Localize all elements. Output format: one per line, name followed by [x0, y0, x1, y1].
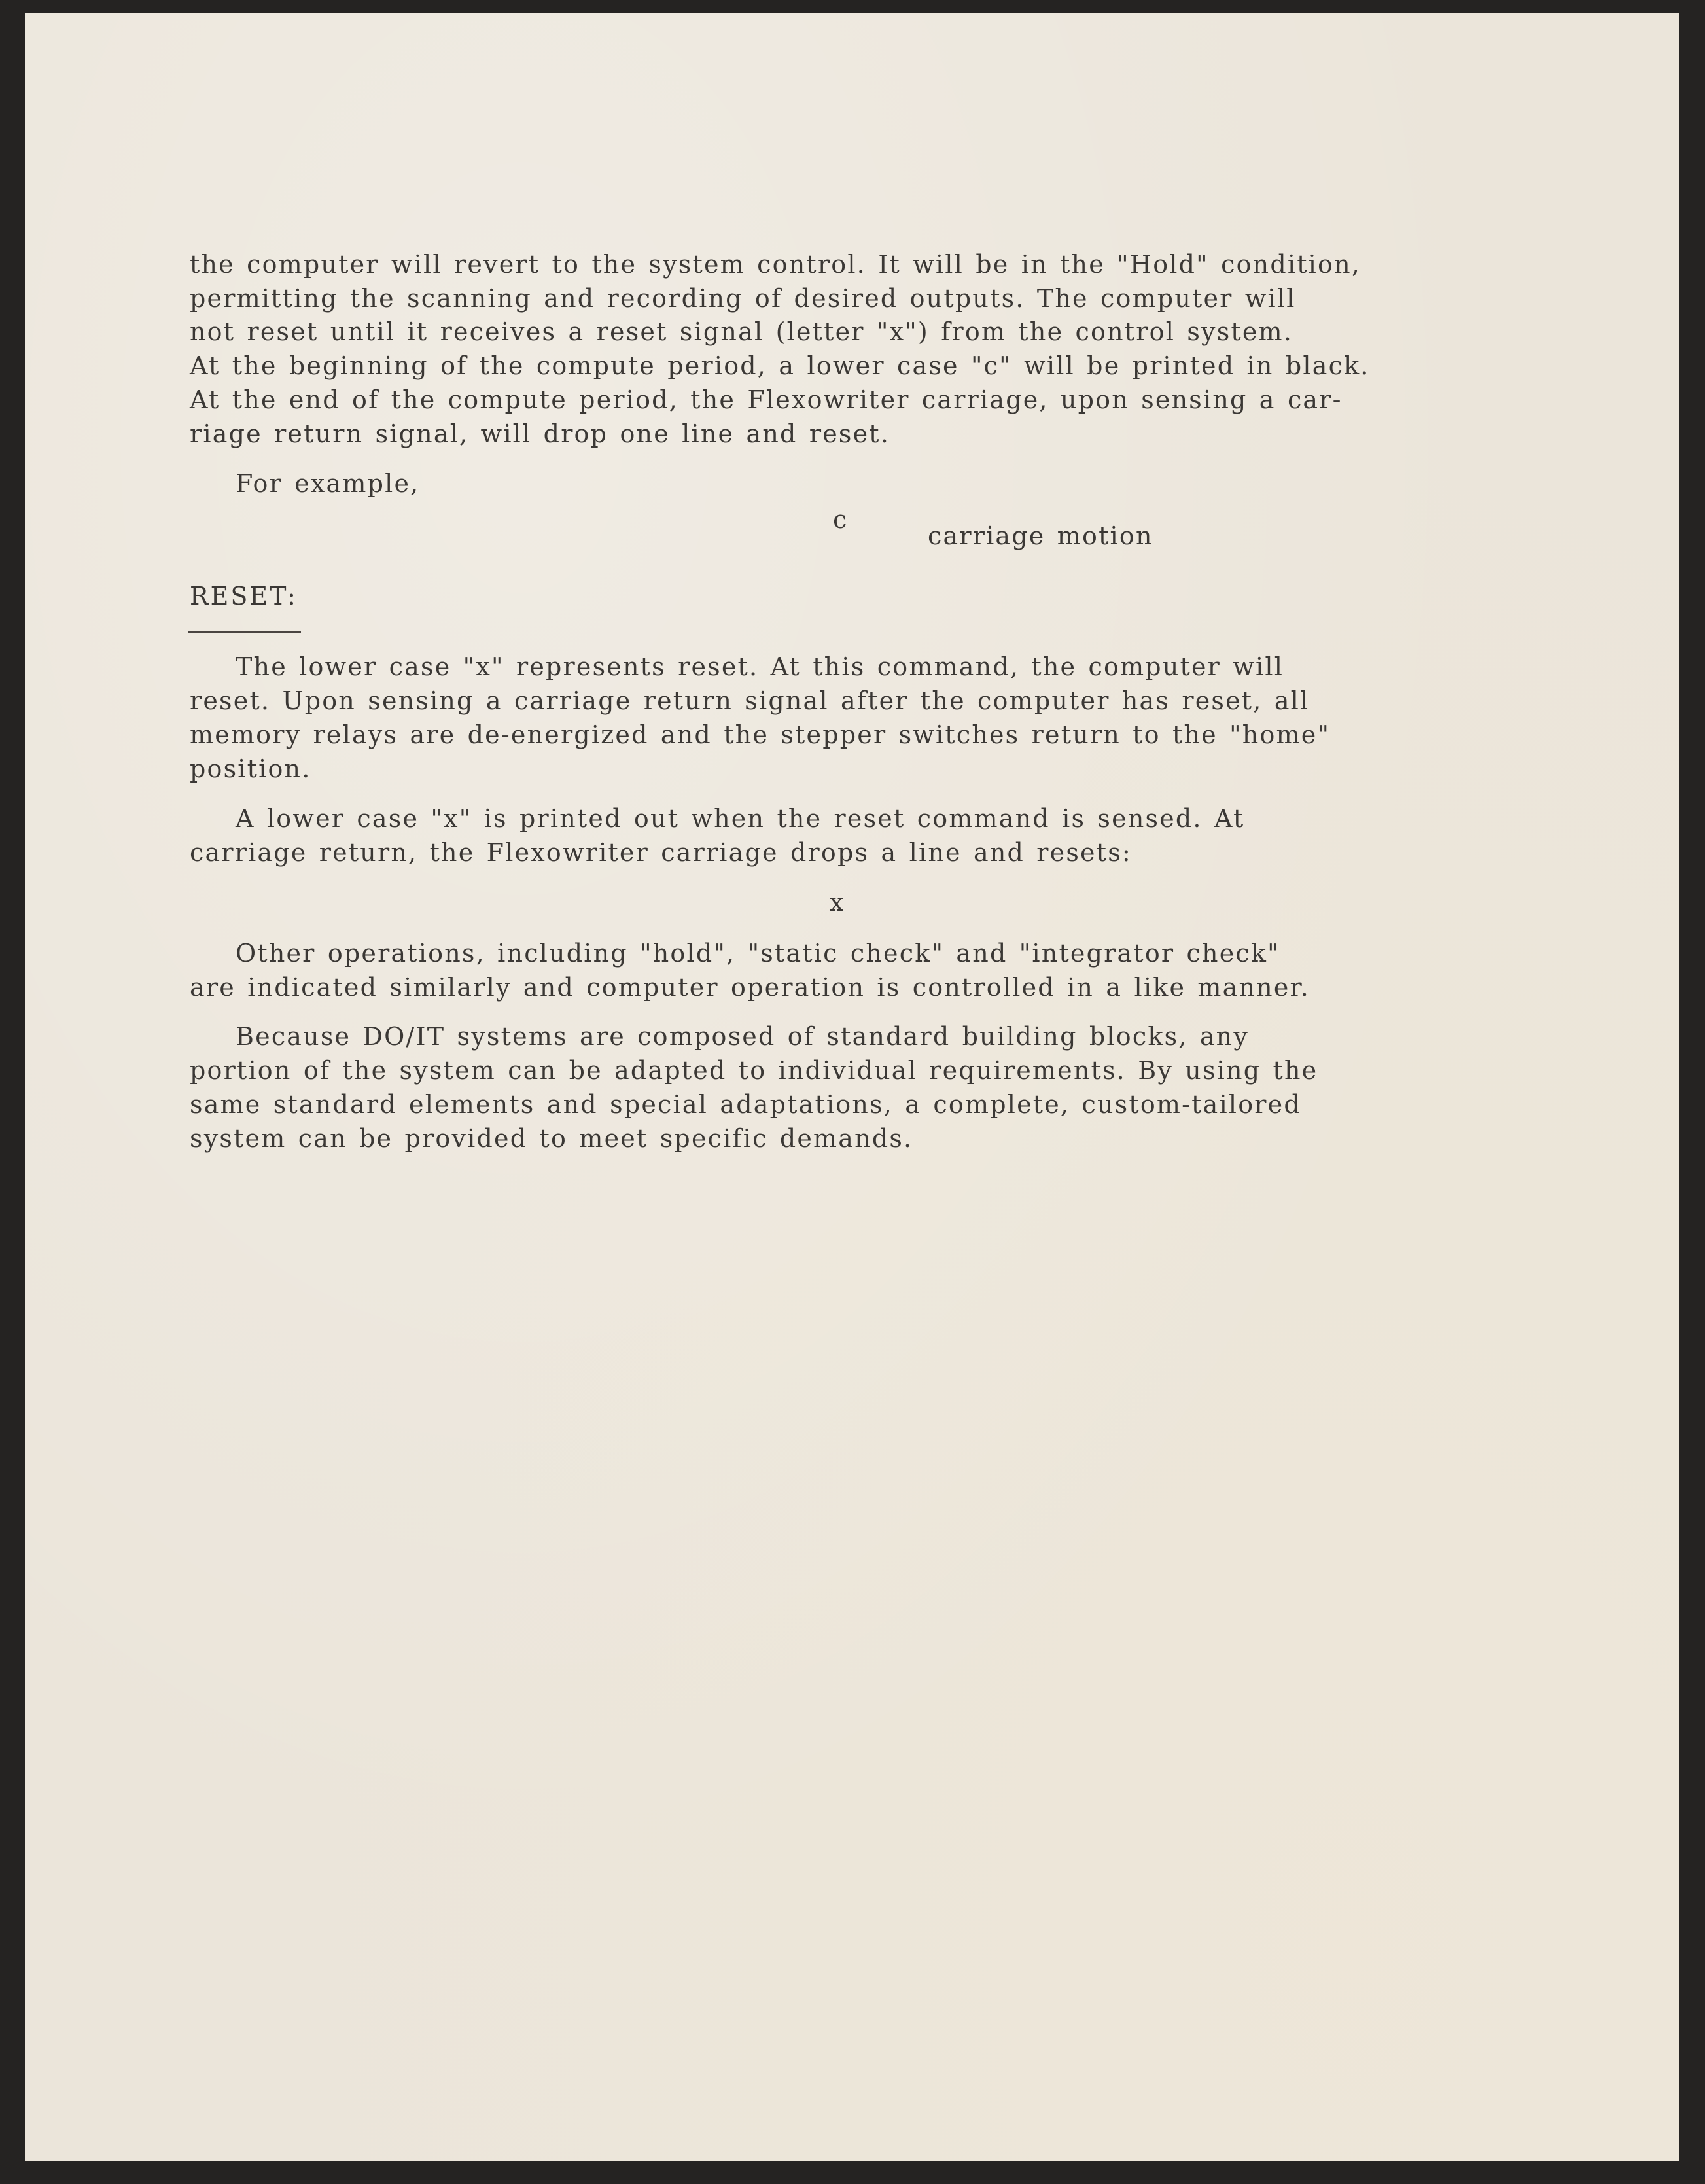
reset-char: x — [830, 888, 845, 917]
example-char: c — [833, 505, 849, 534]
text-line: position. — [190, 754, 311, 783]
text-line: A lower case "x" is printed out when the reset command is sensed. At — [236, 804, 1245, 833]
text-line: riage return signal, will drop one line and reset. — [190, 419, 890, 448]
text-line: carriage return, the Flexowriter carriage drops a line and resets: — [190, 838, 1132, 867]
text-line: permitting the scanning and recording of desired outputs. The computer will — [190, 284, 1296, 313]
text-line: are indicated similarly and computer operation is controlled in a like manner. — [190, 973, 1310, 1002]
text-line: Because DO/IT systems are composed of standard building blocks, any — [236, 1022, 1250, 1051]
text-line: Other operations, including "hold", "static check" and "integrator check" — [236, 939, 1280, 968]
text-line: same standard elements and special adaptations, a complete, custom-tailored — [190, 1090, 1301, 1119]
document-page — [25, 13, 1679, 2161]
heading-underline — [188, 631, 301, 633]
text-line: system can be provided to meet specific demands. — [190, 1124, 913, 1153]
text-line: reset. Upon sensing a carriage return signal after the computer has reset, all — [190, 686, 1310, 715]
example-caption: carriage motion — [928, 521, 1153, 550]
text-line: At the end of the compute period, the Flexowriter carriage, upon sensing a car- — [190, 385, 1343, 414]
example-intro: For example, — [236, 469, 420, 498]
text-line: The lower case "x" represents reset. At this command, the computer will — [236, 652, 1284, 681]
reset-heading: RESET: — [190, 582, 298, 610]
text-line: At the beginning of the compute period, a lower case "c" will be printed in black. — [190, 351, 1370, 380]
text-line: the computer will revert to the system control. It will be in the "Hold" condition, — [190, 250, 1362, 279]
text-line: not reset until it receives a reset signal (letter "x") from the control system. — [190, 317, 1293, 346]
text-line: portion of the system can be adapted to individual requirements. By using the — [190, 1056, 1318, 1085]
text-line: memory relays are de-energized and the stepper switches return to the "home" — [190, 720, 1331, 749]
